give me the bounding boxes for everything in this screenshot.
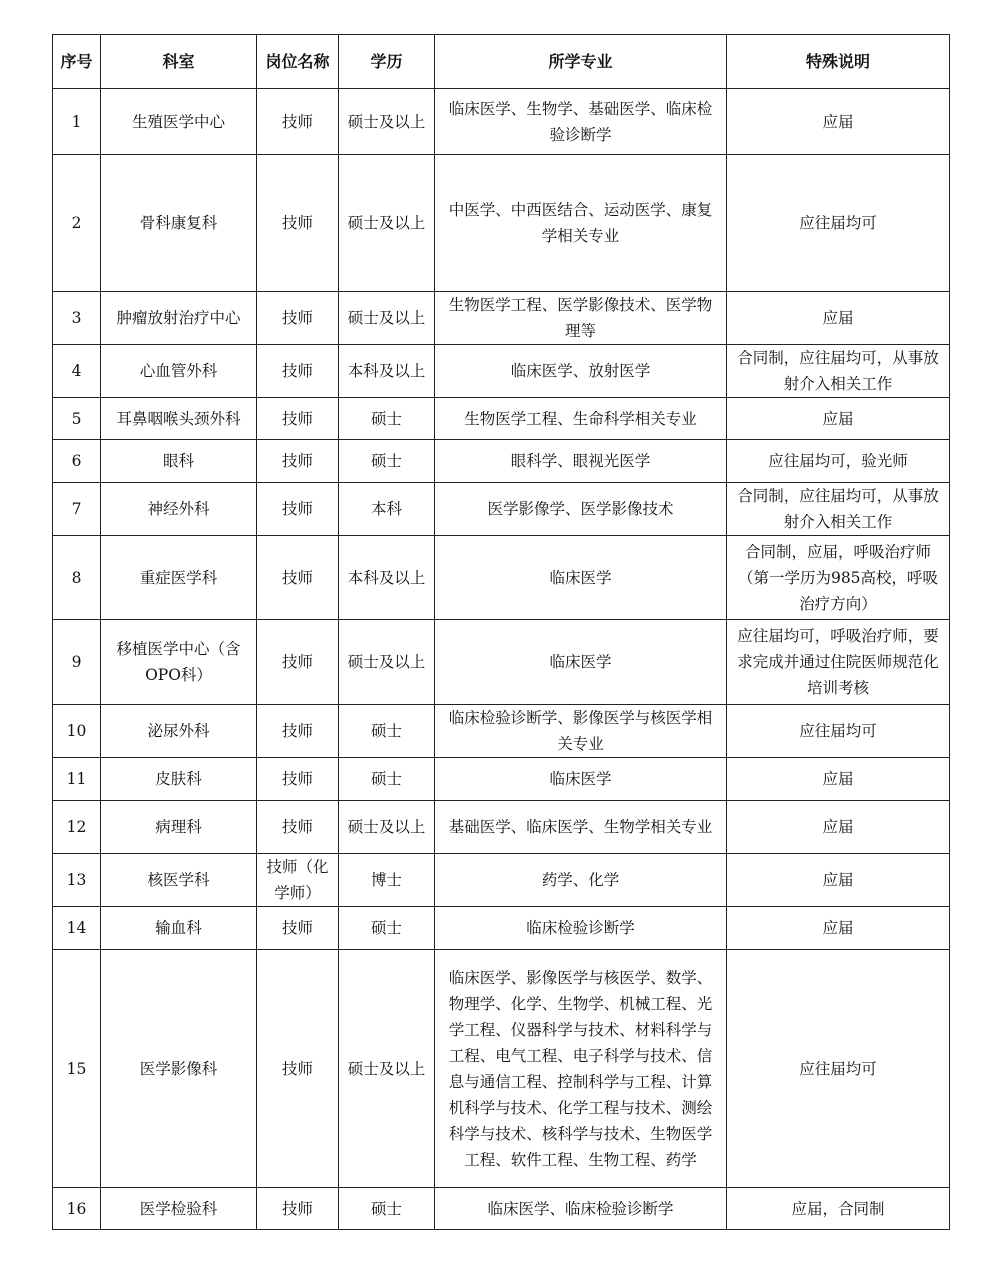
cell-dept: 神经外科 [101, 483, 257, 536]
cell-edu: 硕士及以上 [339, 89, 435, 155]
cell-major: 基础医学、临床医学、生物学相关专业 [435, 801, 727, 854]
table-row [53, 292, 950, 345]
header-major: 所学专业 [435, 35, 727, 89]
cell-edu: 本科及以上 [339, 536, 435, 620]
cell-major: 临床医学 [435, 758, 727, 801]
cell-dept: 心血管外科 [101, 345, 257, 398]
cell-note: 应届 [727, 89, 950, 155]
table-row [53, 801, 950, 854]
header-note: 特殊说明 [727, 35, 950, 89]
cell-post: 技师 [257, 950, 339, 1188]
cell-edu: 硕士及以上 [339, 950, 435, 1188]
cell-dept: 核医学科 [101, 854, 257, 907]
cell-edu: 硕士 [339, 758, 435, 801]
cell-post: 技师 [257, 345, 339, 398]
cell-dept: 医学影像科 [101, 950, 257, 1188]
table-row [53, 620, 950, 705]
cell-dept: 肿瘤放射治疗中心 [101, 292, 257, 345]
cell-note: 合同制，应往届均可，从事放射介入相关工作 [727, 483, 950, 536]
cell-note: 应届 [727, 398, 950, 440]
cell-no: 7 [53, 483, 101, 536]
cell-dept: 皮肤科 [101, 758, 257, 801]
table-body [53, 89, 950, 1230]
cell-post: 技师 [257, 705, 339, 758]
cell-major: 中医学、中西医结合、运动医学、康复学相关专业 [435, 155, 727, 292]
cell-no: 6 [53, 440, 101, 483]
cell-note: 应届 [727, 758, 950, 801]
cell-post: 技师 [257, 907, 339, 950]
cell-edu: 硕士 [339, 398, 435, 440]
cell-major: 临床检验诊断学、影像医学与核医学相关专业 [435, 705, 727, 758]
cell-major: 生物医学工程、生命科学相关专业 [435, 398, 727, 440]
cell-post: 技师 [257, 292, 339, 345]
cell-edu: 硕士及以上 [339, 292, 435, 345]
cell-dept: 移植医学中心（含OPO科） [101, 620, 257, 705]
header-edu: 学历 [339, 35, 435, 89]
table-row [53, 907, 950, 950]
cell-note: 应届 [727, 292, 950, 345]
table-row [53, 758, 950, 801]
header-row [53, 35, 950, 89]
cell-edu: 博士 [339, 854, 435, 907]
cell-post: 技师 [257, 440, 339, 483]
cell-major: 医学影像学、医学影像技术 [435, 483, 727, 536]
cell-major: 生物医学工程、医学影像技术、医学物理等 [435, 292, 727, 345]
cell-note: 合同制，应往届均可，从事放射介入相关工作 [727, 345, 950, 398]
cell-no: 14 [53, 907, 101, 950]
table-row [53, 155, 950, 292]
cell-post: 技师 [257, 155, 339, 292]
table-row [53, 536, 950, 620]
cell-post: 技师（化学师） [257, 854, 339, 907]
cell-dept: 医学检验科 [101, 1188, 257, 1230]
cell-dept: 生殖医学中心 [101, 89, 257, 155]
cell-note: 应往届均可 [727, 950, 950, 1188]
table-row [53, 345, 950, 398]
header-post: 岗位名称 [257, 35, 339, 89]
cell-no: 12 [53, 801, 101, 854]
cell-major: 药学、化学 [435, 854, 727, 907]
cell-note: 应往届均可，呼吸治疗师，要求完成并通过住院医师规范化培训考核 [727, 620, 950, 705]
cell-major: 临床医学、临床检验诊断学 [435, 1188, 727, 1230]
cell-edu: 硕士及以上 [339, 620, 435, 705]
cell-dept: 重症医学科 [101, 536, 257, 620]
cell-no: 15 [53, 950, 101, 1188]
cell-dept: 泌尿外科 [101, 705, 257, 758]
cell-edu: 硕士及以上 [339, 801, 435, 854]
table-row [53, 1188, 950, 1230]
cell-major: 临床医学、放射医学 [435, 345, 727, 398]
table-row [53, 440, 950, 483]
cell-edu: 硕士 [339, 1188, 435, 1230]
cell-no: 1 [53, 89, 101, 155]
cell-post: 技师 [257, 1188, 339, 1230]
cell-major: 临床医学、生物学、基础医学、临床检验诊断学 [435, 89, 727, 155]
cell-no: 3 [53, 292, 101, 345]
cell-no: 10 [53, 705, 101, 758]
table-row [53, 854, 950, 907]
cell-major: 临床检验诊断学 [435, 907, 727, 950]
cell-dept: 骨科康复科 [101, 155, 257, 292]
cell-post: 技师 [257, 89, 339, 155]
cell-note: 应届 [727, 854, 950, 907]
header-dept: 科室 [101, 35, 257, 89]
cell-note: 合同制，应届，呼吸治疗师（第一学历为985高校，呼吸治疗方向） [727, 536, 950, 620]
table-row [53, 398, 950, 440]
cell-edu: 硕士及以上 [339, 155, 435, 292]
cell-major: 临床医学 [435, 620, 727, 705]
cell-no: 2 [53, 155, 101, 292]
cell-note: 应届 [727, 907, 950, 950]
cell-no: 16 [53, 1188, 101, 1230]
cell-major: 临床医学 [435, 536, 727, 620]
cell-no: 13 [53, 854, 101, 907]
cell-dept: 病理科 [101, 801, 257, 854]
header-no: 序号 [53, 35, 101, 89]
cell-note: 应往届均可 [727, 155, 950, 292]
cell-no: 9 [53, 620, 101, 705]
cell-edu: 本科 [339, 483, 435, 536]
cell-edu: 硕士 [339, 440, 435, 483]
cell-no: 4 [53, 345, 101, 398]
cell-major: 临床医学、影像医学与核医学、数学、物理学、化学、生物学、机械工程、光学工程、仪器科学与技术、材料科学与工程、电气工程、电子科学与技术、信息与通信工程、控制科学与工程、计算机科学与技术、化学工程与技术、测绘科学与技术、核科学与技术、生物医学工程、软件工程、生物工程、药学 [435, 950, 727, 1188]
cell-edu: 本科及以上 [339, 345, 435, 398]
cell-dept: 眼科 [101, 440, 257, 483]
cell-post: 技师 [257, 483, 339, 536]
cell-major: 眼科学、眼视光医学 [435, 440, 727, 483]
cell-note: 应往届均可 [727, 705, 950, 758]
table-row [53, 483, 950, 536]
cell-no: 11 [53, 758, 101, 801]
cell-post: 技师 [257, 536, 339, 620]
cell-note: 应届，合同制 [727, 1188, 950, 1230]
cell-dept: 输血科 [101, 907, 257, 950]
recruitment-table [52, 34, 950, 1230]
cell-edu: 硕士 [339, 907, 435, 950]
cell-edu: 硕士 [339, 705, 435, 758]
table-row [53, 89, 950, 155]
cell-note: 应往届均可，验光师 [727, 440, 950, 483]
cell-no: 8 [53, 536, 101, 620]
cell-post: 技师 [257, 620, 339, 705]
cell-post: 技师 [257, 801, 339, 854]
cell-dept: 耳鼻咽喉头颈外科 [101, 398, 257, 440]
cell-post: 技师 [257, 758, 339, 801]
table-row [53, 950, 950, 1188]
cell-no: 5 [53, 398, 101, 440]
cell-note: 应届 [727, 801, 950, 854]
cell-post: 技师 [257, 398, 339, 440]
table-row [53, 705, 950, 758]
